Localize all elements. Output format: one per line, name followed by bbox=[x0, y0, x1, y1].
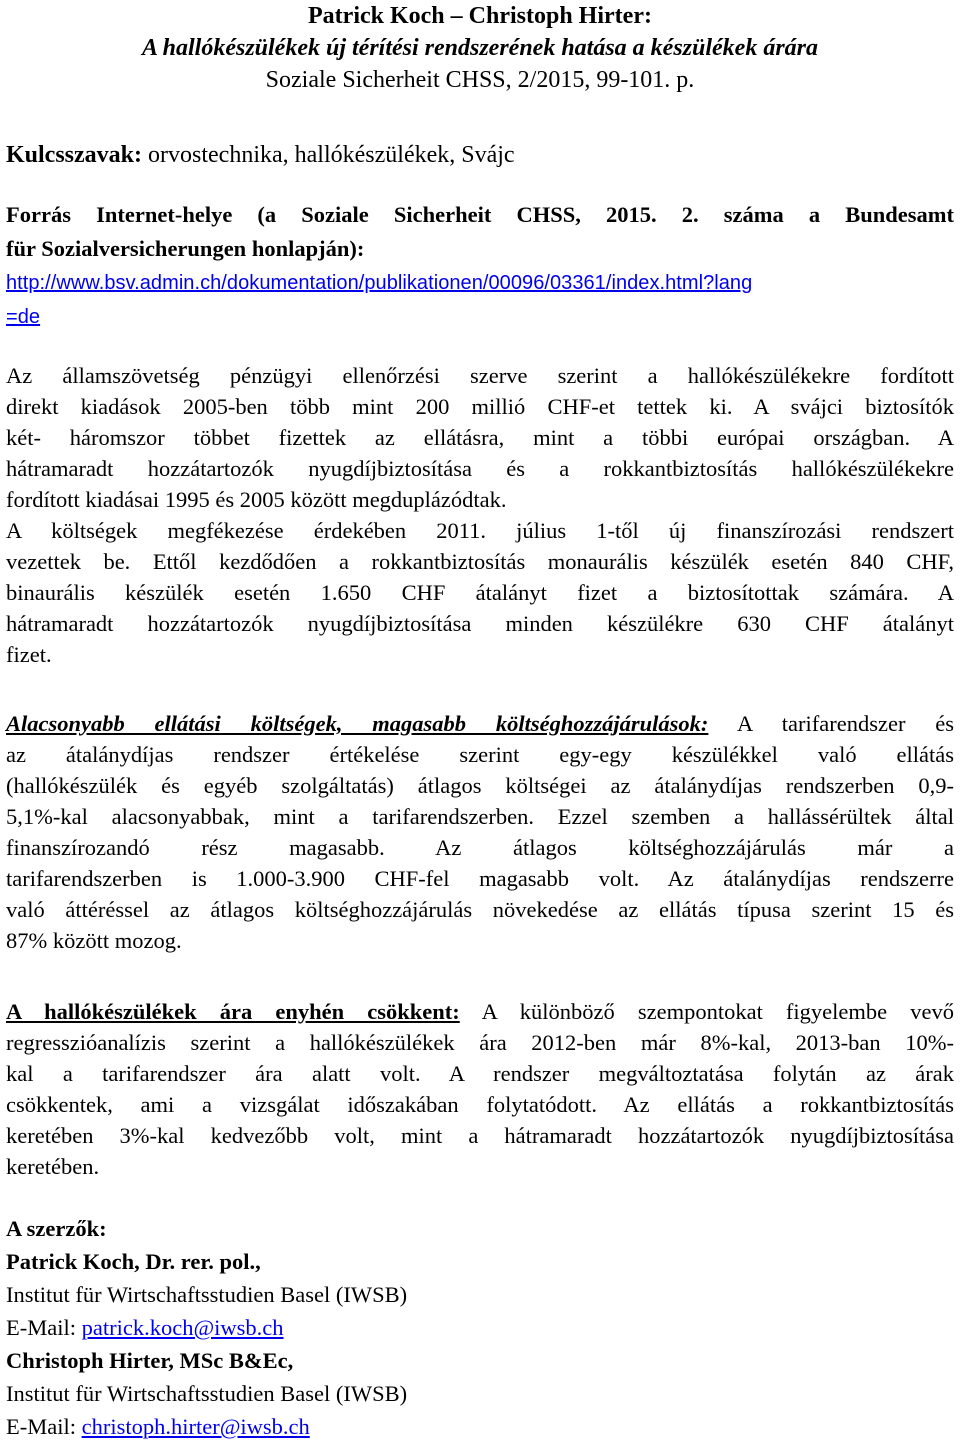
keywords-line bbox=[6, 139, 515, 171]
author1-name: Patrick Koch, Dr. rer. pol., bbox=[6, 1249, 261, 1274]
text-line: finanszírozandó rész magasabb. Az átlagos költséghozzájárulás már a bbox=[6, 835, 954, 860]
text-line: vezettek be. Ettől kezdődően a rokkantbiztosítás monaurális készülék esetén 840 CHF, bbox=[6, 549, 954, 574]
source-url-link[interactable] bbox=[6, 266, 954, 334]
text-line: hátramaradt hozzátartozók nyugdíjbiztosítása minden készülékre 630 CHF átalányt bbox=[6, 611, 954, 636]
text-line: kal a tarifarendszer ára alatt volt. A rendszer megváltoztatása folytán az árak bbox=[6, 1061, 954, 1086]
text-line: 87% között mozog. bbox=[6, 928, 182, 953]
header-authors: Patrick Koch – Christoph Hirter: bbox=[308, 3, 652, 29]
paragraph-prices bbox=[6, 996, 954, 1182]
text-line: hátramaradt hozzátartozók nyugdíjbiztosítása és a rokkantbiztosítás hallókészülékekre bbox=[6, 456, 954, 481]
source-url-line-2: =de bbox=[6, 306, 41, 328]
paragraph-costs bbox=[6, 708, 954, 956]
header-title: A hallókészülékek új térítési rendszerének hatása a készülékek árára bbox=[141, 35, 819, 61]
author1-email-line bbox=[6, 1311, 407, 1344]
paragraph-costs-heading: Alacsonyabb ellátási költségek, magasabb költséghozzájárulások: bbox=[6, 711, 709, 736]
text-line: az átalánydíjas rendszer értékelése szerint egy-egy készülékkel való ellátás bbox=[6, 742, 954, 767]
text-line: regresszióanalízis szerint a hallókészülékek ára 2012-ben már 8%-kal, 2013-ban 10%- bbox=[6, 1030, 954, 1055]
author2-institution: Institut für Wirtschaftsstudien Basel (IWSB) bbox=[6, 1381, 408, 1406]
text-line: keretében 3%-kal kedvezőbb volt, mint a hátramaradt hozzátartozók nyugdíjbiztosítása bbox=[6, 1123, 954, 1148]
author2-name: Christoph Hirter, MSc B&Ec, bbox=[6, 1348, 294, 1373]
text-line bbox=[6, 996, 954, 1027]
header-citation: Soziale Sicherheit CHSS, 2/2015, 99-101. p. bbox=[265, 67, 695, 93]
keywords-label: Kulcsszavak: bbox=[6, 142, 143, 168]
source-line-1: Forrás Internet-helye (a Soziale Sicherheit CHSS, 2015. 2. száma a Bundesamt bbox=[6, 202, 954, 227]
paragraph-intro bbox=[6, 360, 954, 670]
text-line: való áttéréssel az átlagos költséghozzájárulás növekedése az ellátás típusa szerint 15 és bbox=[6, 897, 954, 922]
text-line: 5,1%-kal alacsonyabbak, mint a tarifarendszerben. Ezzel szemben a hallássérültek által bbox=[6, 804, 954, 829]
source-block bbox=[6, 198, 954, 334]
text-line: direkt kiadások 2005-ben több mint 200 millió CHF-et tettek ki. A svájci biztosítók bbox=[6, 394, 954, 419]
authors-heading: A szerzők: bbox=[6, 1216, 107, 1241]
text-line: binaurális készülék esetén 1.650 CHF átalányt fizet a biztosítottak számára. A bbox=[6, 580, 954, 605]
paragraph-prices-first-rest: A különböző szempontokat figyelembe vevő bbox=[459, 999, 954, 1024]
text-line: A költségek megfékezése érdekében 2011. július 1-től új finanszírozási rendszert bbox=[6, 518, 954, 543]
text-line: fizet. bbox=[6, 642, 52, 667]
author1-email-link[interactable]: patrick.koch@iwsb.ch bbox=[81, 1315, 284, 1340]
text-line: csökkentek, ami a vizsgálat időszakában folytatódott. Az ellátás a rokkantbiztosítás bbox=[6, 1092, 954, 1117]
paragraph-prices-heading: A hallókészülékek ára enyhén csökkent: bbox=[6, 999, 460, 1024]
author2-email-line bbox=[6, 1410, 407, 1443]
author2-email-link[interactable]: christoph.hirter@iwsb.ch bbox=[81, 1414, 310, 1439]
text-line: tarifarendszerben is 1.000-3.900 CHF-fel magasabb volt. Az átalánydíjas rendszerre bbox=[6, 866, 954, 891]
author2-email-label: E-Mail: bbox=[6, 1414, 82, 1439]
text-line bbox=[6, 708, 954, 739]
source-line-2: für Sozialversicherungen honlapján): bbox=[6, 236, 365, 261]
text-line: (hallókészülék és egyéb szolgáltatás) átlagos költségei az átalánydíjas rendszerben 0,9- bbox=[6, 773, 954, 798]
author1-institution: Institut für Wirtschaftsstudien Basel (IWSB) bbox=[6, 1282, 408, 1307]
authors-section bbox=[6, 1212, 407, 1443]
paragraph-costs-first-rest: A tarifarendszer és bbox=[708, 711, 955, 736]
keywords-value: orvostechnika, hallókészülékek, Svájc bbox=[142, 142, 515, 168]
source-url-line-1: http://www.bsv.admin.ch/dokumentation/publikationen/00096/03361/index.html?lang bbox=[6, 272, 753, 294]
text-line: két- háromszor többet fizettek az ellátásra, mint a többi európai országban. A bbox=[6, 425, 954, 450]
author1-email-label: E-Mail: bbox=[6, 1315, 82, 1340]
text-line: fordított kiadásai 1995 és 2005 között megduplázódtak. bbox=[6, 487, 507, 512]
document-header bbox=[0, 0, 960, 96]
text-line: Az államszövetség pénzügyi ellenőrzési szerve szerint a hallókészülékekre fordított bbox=[6, 363, 954, 388]
text-line: keretében. bbox=[6, 1154, 100, 1179]
